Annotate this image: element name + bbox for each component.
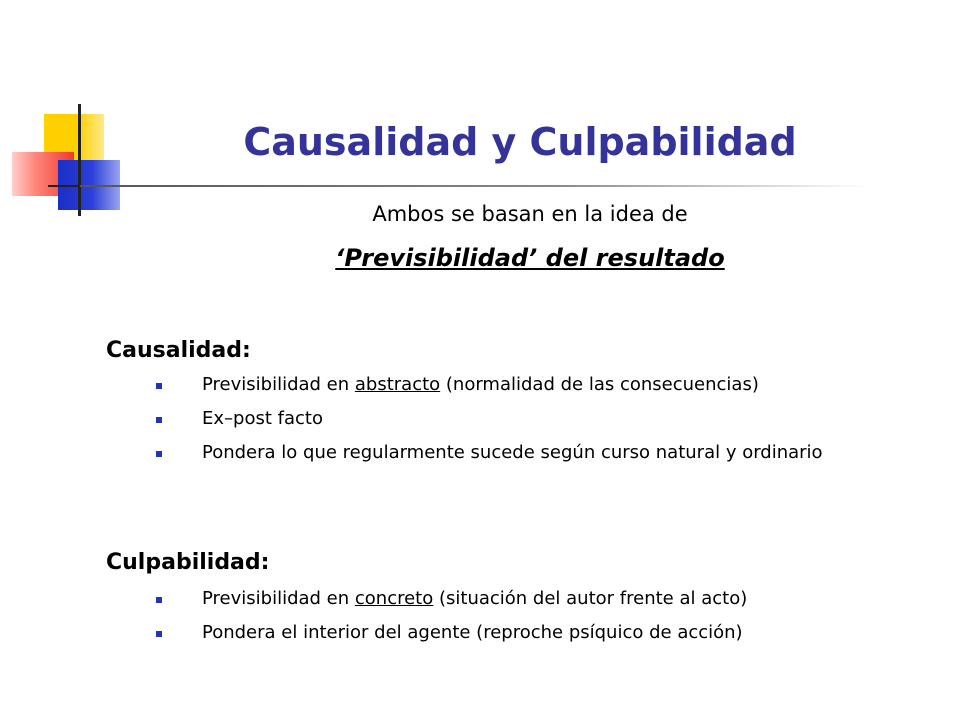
square-bullet-icon	[156, 451, 162, 457]
slide-subtitle: Ambos se basan en la idea de	[372, 202, 688, 226]
square-bullet-icon	[156, 417, 162, 423]
square-bullet-icon	[156, 383, 162, 389]
list-item	[150, 374, 930, 396]
logo-vertical-line	[78, 104, 81, 216]
list-item	[150, 622, 930, 644]
item-text: Previsibilidad en	[202, 588, 355, 609]
item-underlined-term: concreto	[354, 588, 434, 609]
causalidad-list	[150, 374, 930, 476]
list-item	[150, 442, 882, 464]
section-heading-culpabilidad: Culpabilidad:	[106, 550, 270, 575]
decorative-squares-logo	[0, 0, 140, 230]
item-text: Previsibilidad en	[202, 374, 355, 395]
item-underlined-term: abstracto	[354, 374, 441, 395]
item-text: Ex–post facto	[202, 408, 323, 429]
item-text-tail: (normalidad de las consecuencias)	[440, 374, 759, 395]
list-item	[150, 408, 930, 430]
title-underline-rule	[80, 185, 870, 187]
slide-title: Causalidad y Culpabilidad	[243, 120, 797, 164]
section-heading-causalidad: Causalidad:	[106, 338, 251, 363]
square-bullet-icon	[156, 597, 162, 603]
culpabilidad-list	[150, 588, 930, 656]
item-text: Pondera lo que regularmente sucede según curso natural y ordinario	[202, 442, 823, 463]
item-text-tail: (situación del autor frente al acto)	[433, 588, 748, 609]
square-bullet-icon	[156, 631, 162, 637]
emphasis-line: ‘Previsibilidad’ del resultado	[335, 244, 725, 272]
list-item	[150, 588, 930, 610]
item-text: Pondera el interior del agente (reproche psíquico de acción)	[202, 622, 743, 643]
